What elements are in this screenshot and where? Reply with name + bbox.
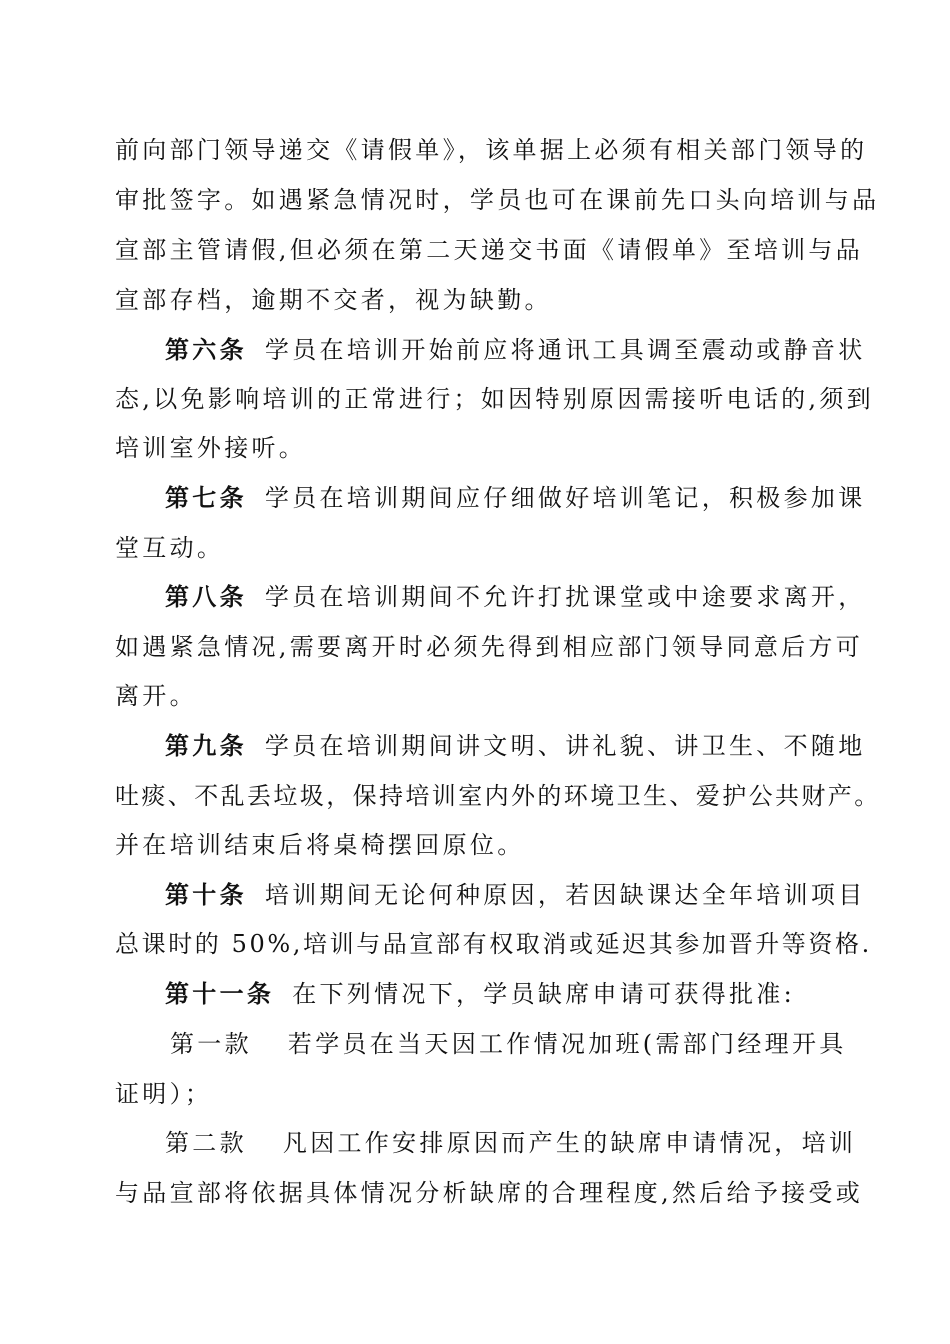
clause-1-text: 若学员在当天因工作情况加班(需部门经理开具 (287, 1030, 847, 1058)
clause-1-first-line (170, 1029, 847, 1059)
article-9-first-line (165, 731, 866, 761)
body-line: 宣部存档，逾期不交者，视为缺勤。 (115, 286, 552, 314)
clause-2-text: 凡因工作安排原因而产生的缺席申请情况，培训 (282, 1129, 857, 1157)
body-line: 培训室外接听。 (115, 434, 307, 462)
article-8-text: 学员在培训期间不允许打扰课堂或中途要求离开， (264, 583, 866, 611)
article-10-first-line (165, 880, 866, 910)
article-11-text: 在下列情况下，学员缺席申请可获得批准: (292, 980, 795, 1008)
body-line: 吐痰、不乱丢垃圾，保持培训室内外的环境卫生、爱护公共财产。 (115, 782, 881, 810)
clause-1-title: 第一款 (170, 1030, 252, 1058)
body-line: 与品宣部将依据具体情况分析缺席的合理程度,然后给予接受或 (115, 1179, 864, 1207)
article-10-title: 第十条 (165, 880, 247, 909)
article-7-first-line (165, 483, 866, 513)
article-8-first-line (165, 582, 866, 612)
body-line: 并在培训结束后将桌椅摆回原位。 (115, 831, 525, 859)
body-line: 审批签字。如遇紧急情况时，学员也可在课前先口头向培训与品 (115, 186, 880, 214)
article-10-text: 培训期间无论何种原因，若因缺课达全年培训项目 (264, 881, 866, 909)
clause-2-title: 第二款 (165, 1129, 247, 1157)
body-line: 前向部门领导递交《请假单》，该单据上必须有相关部门领导的 (115, 136, 868, 164)
article-6-first-line (165, 335, 866, 365)
article-11-title: 第十一条 (165, 979, 275, 1008)
body-line: 堂互动。 (115, 534, 225, 562)
body-line: 态,以免影响培训的正常进行；如因特别原因需接听电话的,须到 (115, 385, 874, 413)
article-7-text: 学员在培训期间应仔细做好培训笔记，积极参加课 (264, 484, 866, 512)
body-line: 宣部主管请假,但必须在第二天递交书面《请假单》至培训与品 (115, 236, 864, 264)
body-line: 证明）； (115, 1080, 213, 1108)
article-9-title: 第九条 (165, 731, 247, 760)
article-7-title: 第七条 (165, 483, 247, 512)
article-6-text: 学员在培训开始前应将通讯工具调至震动或静音状 (264, 336, 866, 364)
article-8-title: 第八条 (165, 582, 247, 611)
body-line: 总课时的 50%,培训与品宣部有权取消或延迟其参加晋升等资格. (115, 930, 872, 958)
article-11-first-line (165, 979, 795, 1009)
body-line: 离开。 (115, 682, 197, 710)
article-9-text: 学员在培训期间讲文明、讲礼貌、讲卫生、不随地 (264, 732, 866, 760)
clause-2-first-line (165, 1128, 856, 1158)
body-line: 如遇紧急情况,需要离开时必须先得到相应部门领导同意后方可 (115, 633, 864, 661)
article-6-title: 第六条 (165, 335, 247, 364)
